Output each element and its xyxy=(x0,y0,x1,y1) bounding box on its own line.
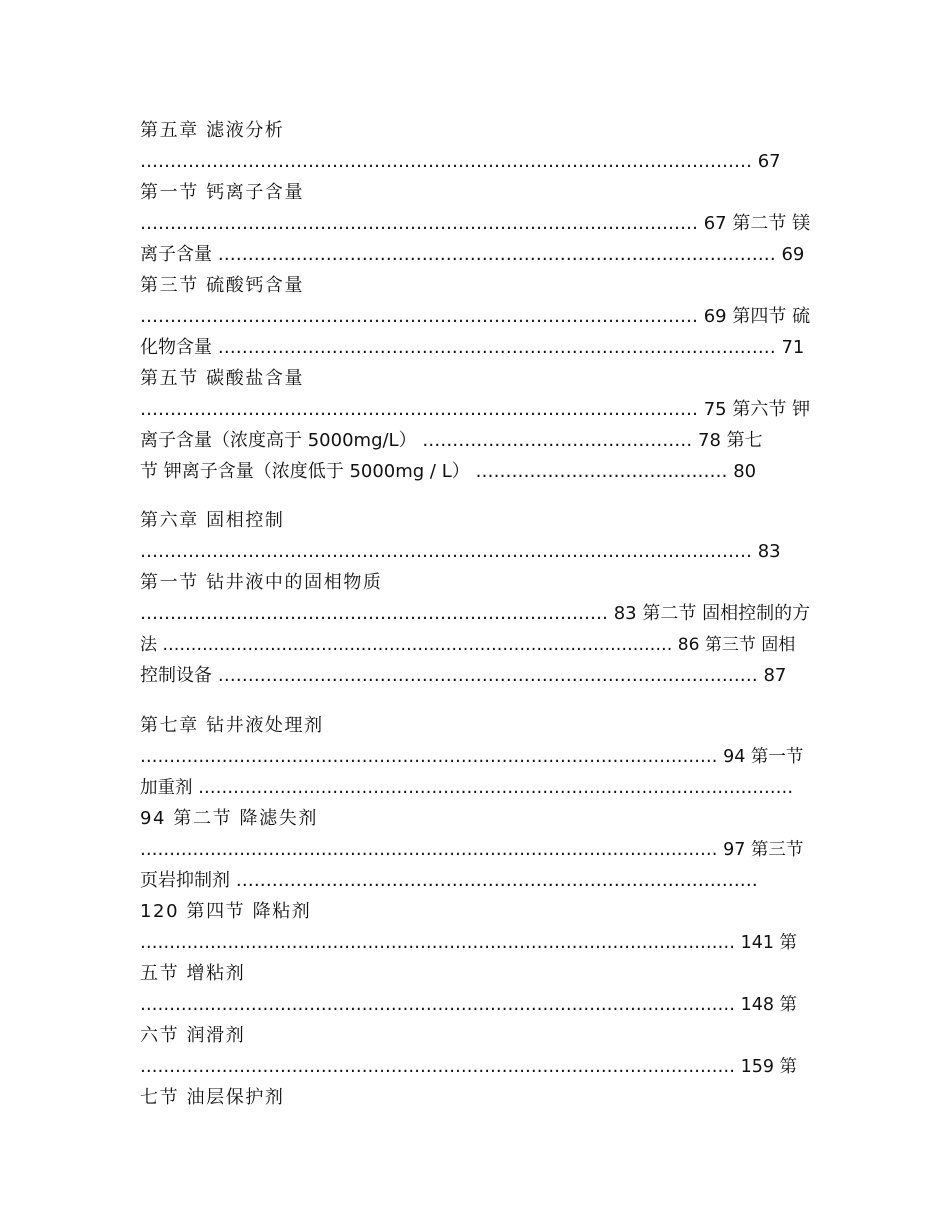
toc-line: 第五章 滤液分析 xyxy=(140,120,285,141)
toc-line: 第三节 硫酸钙含量 xyxy=(140,275,305,296)
toc-line: 离子含量（浓度高于 5000mg/L） ……………………………………… 78 第七 xyxy=(140,430,763,451)
toc-line: ………………………………………………………………………………… 67 第二节 镁 xyxy=(140,213,811,234)
toc-line: 化物含量 ………………………………………………………………………………… 71 xyxy=(140,337,805,358)
toc-line: 第六章 固相控制 xyxy=(140,510,285,531)
toc-line: 控制设备 ……………………………………………………………………………… 87 xyxy=(140,665,787,686)
toc-line: 第一节 钻井液中的固相物质 xyxy=(140,572,383,593)
toc-line: 页岩抑制剂 …………………………………………………………………………… xyxy=(140,870,758,891)
toc-line: 七节 油层保护剂 xyxy=(140,1087,285,1108)
toc-line: ………………………………………………………………………………………… 67 xyxy=(140,151,781,172)
toc-line: 加重剂 ………………………………………………………………………………………… xyxy=(140,778,794,798)
toc-line: 第七章 钻井液处理剂 xyxy=(140,715,324,736)
toc-line: ………………………………………………………………………………………… 141 第 xyxy=(140,933,798,953)
toc-line: 第五节 碳酸盐含量 xyxy=(140,368,305,389)
toc-line: ………………………………………………………………………………………… 159 第 xyxy=(140,1057,798,1077)
toc-line: ………………………………………………………………………………………… 148 第 xyxy=(140,995,798,1015)
toc-line: ……………………………………………………………………………………… 97 第三节 xyxy=(140,840,804,860)
toc-line: 节 钾离子含量（浓度低于 5000mg / L） …………………………………… 80 xyxy=(140,461,757,482)
toc-line: 五节 增粘剂 xyxy=(140,963,246,984)
toc-line: ……………………………………………………………………………………… 94 第一节 xyxy=(140,747,804,767)
toc-line: 第一节 钙离子含量 xyxy=(140,182,305,203)
toc-line: ………………………………………………………………………………………… 83 xyxy=(140,541,781,562)
toc-line: 94 第二节 降滤失剂 xyxy=(140,808,318,829)
toc-line: 六节 润滑剂 xyxy=(140,1025,246,1046)
toc-line: ………………………………………………………………………………… 75 第六节 钾 xyxy=(140,399,811,420)
toc-line: 离子含量 ………………………………………………………………………………… 69 xyxy=(140,244,805,265)
toc-line: ………………………………………………………………………………… 69 第四节 硫 xyxy=(140,306,811,327)
toc-line: 120 第四节 降粘剂 xyxy=(140,901,312,922)
toc-line: …………………………………………………………………… 83 第二节 固相控制的方 xyxy=(140,603,811,624)
toc-line: 法 ……………………………………………………………………………… 86 第三节 固相 xyxy=(140,635,796,655)
